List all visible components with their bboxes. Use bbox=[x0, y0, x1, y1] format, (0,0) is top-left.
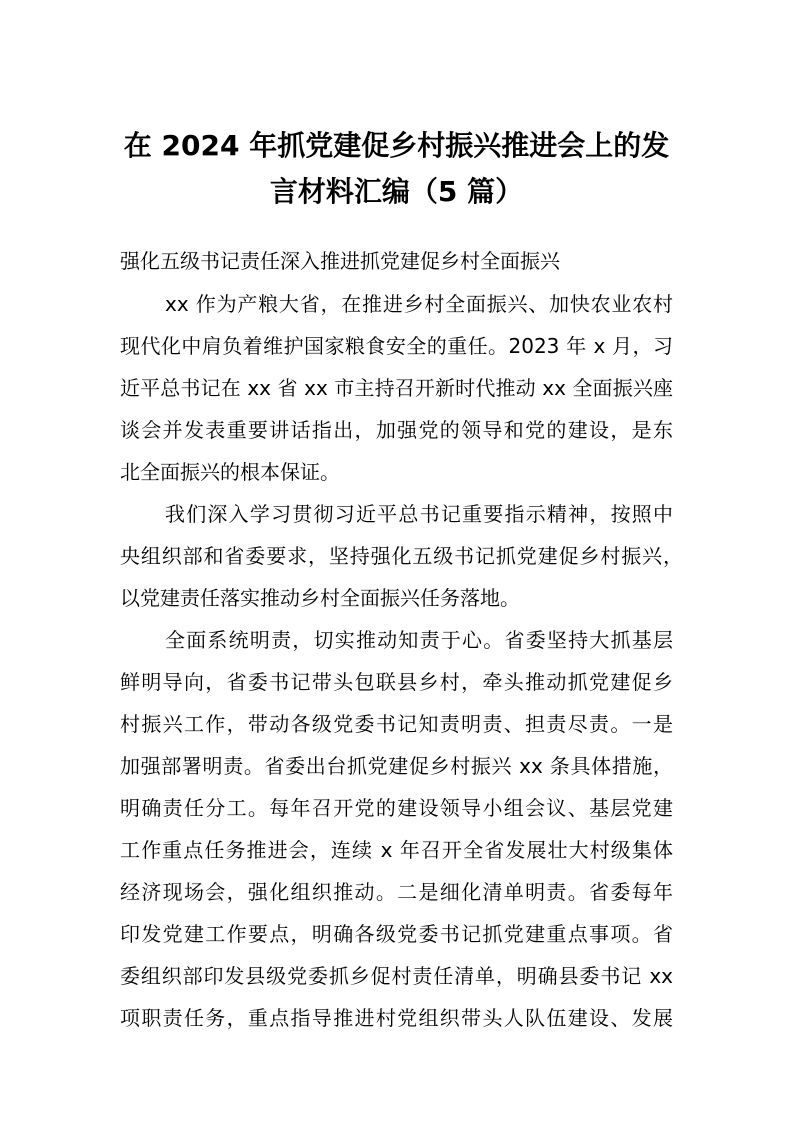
paragraph-line: 现代化中肩负着维护国家粮食安全的重任。2023 年 x 月，习 bbox=[120, 334, 673, 358]
paragraph-line: 工作重点任务推进会，连续 x 年召开全省发展壮大村级集体 bbox=[120, 838, 673, 862]
paragraph-line: 经济现场会，强化组织推动。二是细化清单明责。省委每年 bbox=[120, 880, 673, 904]
paragraph-line: 以党建责任落实推动乡村全面振兴任务落地。 bbox=[120, 586, 520, 610]
paragraph-line: 谈会并发表重要讲话指出，加强党的领导和党的建设，是东 bbox=[120, 418, 673, 442]
document-title-line-1: 在 2024 年抓党建促乡村振兴推进会上的发 bbox=[123, 129, 670, 162]
paragraph-line: 村振兴工作，带动各级党委书记知责明责、担责尽责。一是 bbox=[120, 712, 673, 736]
paragraph-line: 委组织部印发县级党委抓乡促村责任清单，明确县委书记 xx bbox=[120, 964, 673, 988]
paragraph-line: 印发党建工作要点，明确各级党委书记抓党建重点事项。省 bbox=[120, 922, 673, 946]
paragraph-line: xx 作为产粮大省，在推进乡村全面振兴、加快农业农村 bbox=[165, 292, 673, 316]
paragraph-line: 鲜明导向，省委书记带头包联县乡村，牵头推动抓党建促乡 bbox=[120, 670, 673, 694]
document-title-line-2: 言材料汇编（5 篇） bbox=[269, 175, 524, 208]
paragraph-line: 明确责任分工。每年召开党的建设领导小组会议、基层党建 bbox=[120, 796, 673, 820]
paragraph-line: 我们深入学习贯彻习近平总书记重要指示精神，按照中 bbox=[165, 502, 673, 526]
paragraph-line: 全面系统明责，切实推动知责于心。省委坚持大抓基层 bbox=[165, 628, 673, 652]
paragraph-line: 北全面振兴的根本保证。 bbox=[120, 460, 340, 484]
paragraph-line: 央组织部和省委要求，坚持强化五级书记抓党建促乡村振兴， bbox=[120, 544, 683, 568]
paragraph-line: 加强部署明责。省委出台抓党建促乡村振兴 xx 条具体措施， bbox=[120, 754, 673, 778]
paragraph-line: 近平总书记在 xx 省 xx 市主持召开新时代推动 xx 全面振兴座 bbox=[120, 376, 673, 400]
section-heading: 强化五级书记责任深入推进抓党建促乡村全面振兴 bbox=[120, 249, 560, 273]
paragraph-line: 项职责任务，重点指导推进村党组织带头人队伍建设、发展 bbox=[120, 1006, 673, 1030]
